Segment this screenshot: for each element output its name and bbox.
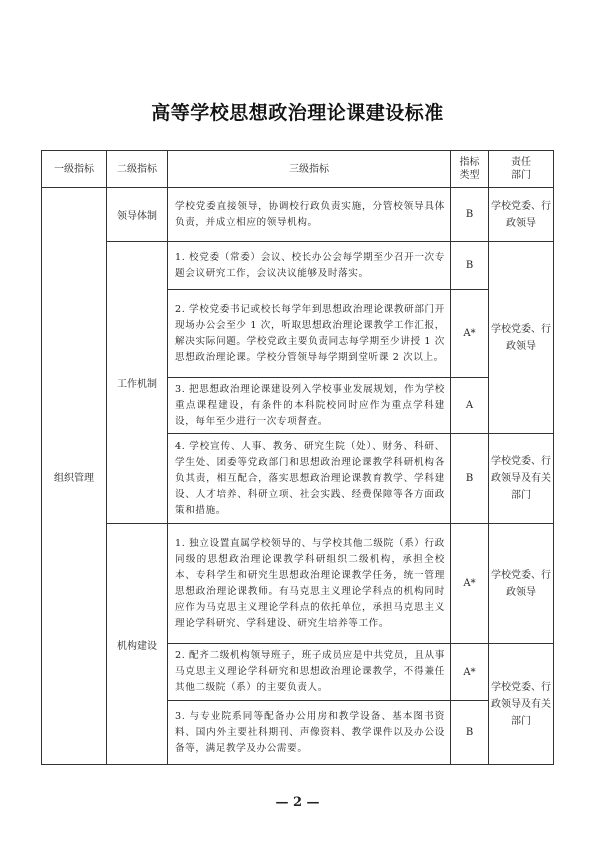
header-type: 指标类型	[451, 151, 489, 188]
page-number: — 2 —	[275, 795, 320, 810]
level2-cell: 领导体制	[107, 188, 168, 242]
level3-cell: 3. 与专业院系同等配备办公用房和教学设备、基本图书资料、国内外主要社科期刊、声像资料、教学课件以及办公设备等，满足教学及办公需要。	[168, 701, 451, 765]
level1-cell: 组织管理	[42, 188, 107, 765]
type-cell: B	[451, 188, 489, 242]
type-cell: A*	[451, 524, 489, 644]
table-row	[42, 524, 554, 644]
header-level3: 三级指标	[168, 151, 451, 188]
dept-cell: 学校党委、行政领导	[489, 242, 554, 434]
level2-cell: 机构建设	[107, 524, 168, 765]
type-cell: A	[451, 378, 489, 434]
type-cell: B	[451, 242, 489, 290]
standards-table	[41, 150, 554, 765]
dept-cell: 学校党委、行政领导及有关部门	[489, 644, 554, 765]
level3-cell: 1. 校党委（常委）会议、校长办公会每学期至少召开一次专题会议研究工作，会议决议能够及时落实。	[168, 242, 451, 290]
type-cell: A*	[451, 644, 489, 701]
level3-cell: 4. 学校宣传、人事、教务、研究生院（处）、财务、科研、学生处、团委等党政部门和思想政治理论课教学科研机构各负其责，相互配合，落实思想政治理论课教育教学、学科建设、人才培养、科研立项、社会实践、经费保障等各方面政策和措施。	[168, 434, 451, 524]
level3-cell: 2. 配齐二级机构领导班子，班子成员应是中共党员，且从事马克思主义理论学科研究和思想政治理论课教学，不得兼任其他二级院（系）的主要负责人。	[168, 644, 451, 701]
table-header-row	[42, 151, 554, 188]
type-cell: A*	[451, 290, 489, 378]
level3-cell: 1. 独立设置直属学校领导的、与学校其他二级院（系）行政同级的思想政治理论课教学科研组织二级机构，承担全校本、专科学生和研究生思想政治理论课教学任务，统一管理思想政治理论课教师。有马克思主义理论学科点的机构同时应作为马克思主义理论学科点的依托单位，承担马克思主义理论学科研究、学科建设、研究生培养等工作。	[168, 524, 451, 644]
type-cell: B	[451, 434, 489, 524]
dept-cell: 学校党委、行政领导	[489, 188, 554, 242]
level3-cell: 2. 学校党委书记或校长每学年到思想政治理论课教研部门开现场办公会至少 1 次，听取思想政治理论课教学工作汇报，解决实际问题。学校党政主要负责同志每学期至少讲授 1 次思想政治理论课。学校分管领导每学期到堂听课 2 次以上。	[168, 290, 451, 378]
table-row	[42, 188, 554, 242]
header-level2: 二级指标	[107, 151, 168, 188]
level3-cell: 学校党委直接领导，协调校行政负责实施，分管校领导具体负责，并成立相应的领导机构。	[168, 188, 451, 242]
level3-cell: 3. 把思想政治理论课建设列入学校事业发展规划，作为学校重点课程建设，有条件的本科院校同时应作为重点学科建设，每年至少进行一次专项督查。	[168, 378, 451, 434]
dept-cell: 学校党委、行政领导及有关部门	[489, 434, 554, 524]
type-cell: B	[451, 701, 489, 765]
page-title: 高等学校思想政治理论课建设标准	[151, 102, 444, 124]
level2-cell: 工作机制	[107, 242, 168, 524]
table-row	[42, 242, 554, 290]
header-level1: 一级指标	[42, 151, 107, 188]
header-dept: 责任部门	[489, 151, 554, 188]
dept-cell: 学校党委、行政领导	[489, 524, 554, 644]
